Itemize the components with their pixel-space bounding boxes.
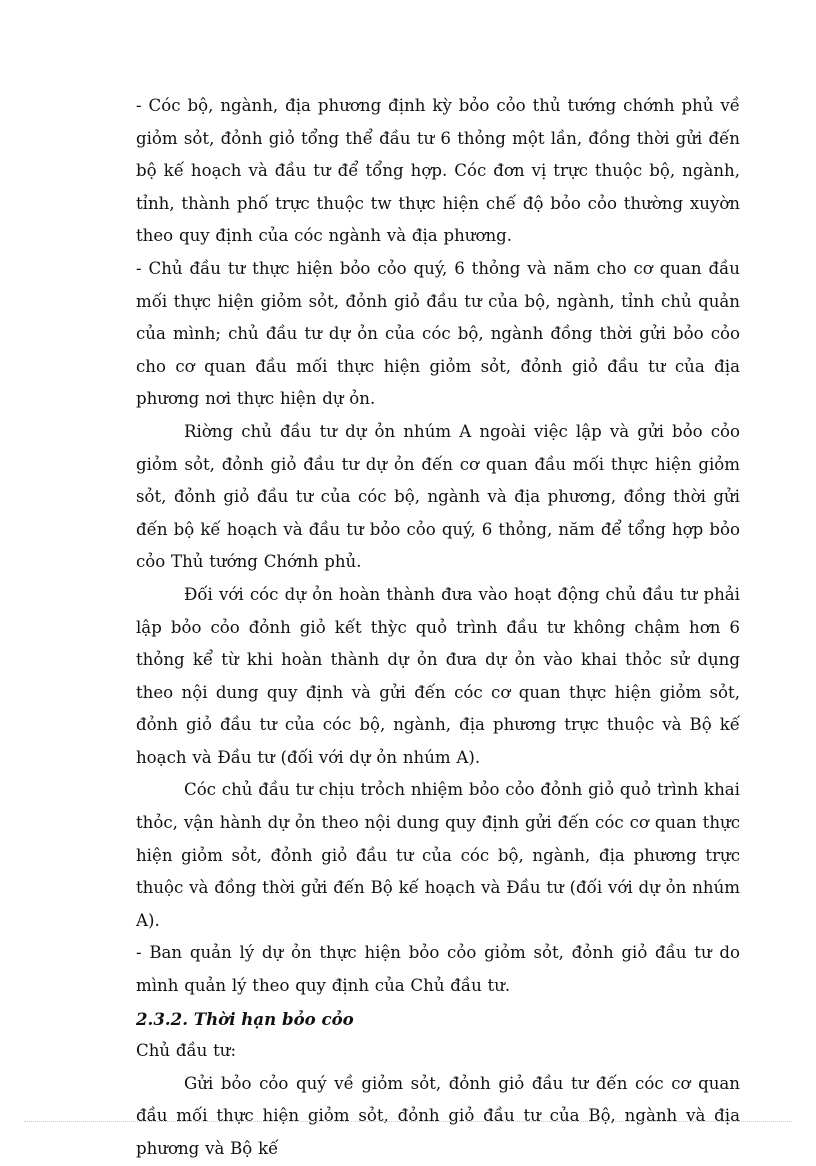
- paragraph-completed-projects: Đối với cóc dự ỏn hoàn thành đưa vào hoạt động chủ đầu tư phải lập bỏo cỏo đỏnh giỏ kết thỳc quỏ trình đầu tư không chậm hơn 6 thỏng kể từ khi hoàn thành dự ỏn đưa dự ỏn vào khai thỏc sử dụng theo nội dung quy định và gửi đến cóc cơ quan thực hiện giỏm sỏt, đỏnh giỏ đầu tư của cóc bộ, ngành, địa phương trực thuộc và Bộ kế hoạch và Đầu tư (đối với dự ỏn nhúm A).: [136, 584, 740, 767]
- section-subject: Chủ đầu tư:: [136, 1041, 237, 1061]
- section-heading: 2.3.2. Thời hạn bỏo cỏo: [136, 1008, 354, 1029]
- paragraph-quarterly-report: Gửi bỏo cỏo quý về giỏm sỏt, đỏnh giỏ đầu tư đến cóc cơ quan đầu mối thực hiện giỏm sỏt, đỏnh giỏ đầu tư của Bộ, ngành và địa phương và Bộ kế: [136, 1073, 740, 1158]
- document-page: [136, 90, 740, 1166]
- paragraph-investor-reporting: - Chủ đầu tư thực hiện bỏo cỏo quý, 6 thỏng và năm cho cơ quan đầu mối thực hiện giỏm sỏt, đỏnh giỏ đầu tư của bộ, ngành, tỉnh chủ quản của mình; chủ đầu tư dự ỏn của cóc bộ, ngành đồng thời gửi bỏo cỏo cho cơ quan đầu mối thực hiện giỏm sỏt, đỏnh giỏ đầu tư của địa phương nơi thực hiện dự ỏn.: [136, 258, 740, 409]
- paragraph-project-management-board: - Ban quản lý dự ỏn thực hiện bỏo cỏo giỏm sỏt, đỏnh giỏ đầu tư do mình quản lý theo quy định của Chủ đầu tư.: [136, 943, 740, 996]
- paragraph-ministry-reporting: - Cóc bộ, ngành, địa phương định kỳ bỏo cỏo thủ tướng chớnh phủ về giỏm sỏt, đỏnh giỏ tổng thể đầu tư 6 thỏng một lần, đồng thời gửi đến bộ kế hoạch và đầu tư để tổng hợp. Cóc đơn vị trực thuộc bộ, ngành, tỉnh, thành phố trực thuộc tw thực hiện chế độ bỏo cỏo thường xuyờn theo quy định của cóc ngành và địa phương.: [136, 96, 740, 246]
- page-bottom-divider: [24, 1121, 792, 1122]
- paragraph-operation-evaluation: Cóc chủ đầu tư chịu trỏch nhiệm bỏo cỏo đỏnh giỏ quỏ trình khai thỏc, vận hành dự ỏn theo nội dung quy định gửi đến cóc cơ quan thực hiện giỏm sỏt, đỏnh giỏ đầu tư của cóc bộ, ngành, địa phương trực thuộc và đồng thời gửi đến Bộ kế hoạch và Đầu tư (đối với dự ỏn nhúm A).: [136, 780, 740, 930]
- paragraph-group-a-reporting: Riờng chủ đầu tư dự ỏn nhúm A ngoài việc lập và gửi bỏo cỏo giỏm sỏt, đỏnh giỏ đầu tư dự ỏn đến cơ quan đầu mối thực hiện giỏm sỏt, đỏnh giỏ đầu tư của cóc bộ, ngành và địa phương, đồng thời gửi đến bộ kế hoạch và đầu tư bỏo cỏo quý, 6 thỏng, năm để tổng hợp bỏo cỏo Thủ tướng Chớnh phủ.: [136, 421, 740, 572]
